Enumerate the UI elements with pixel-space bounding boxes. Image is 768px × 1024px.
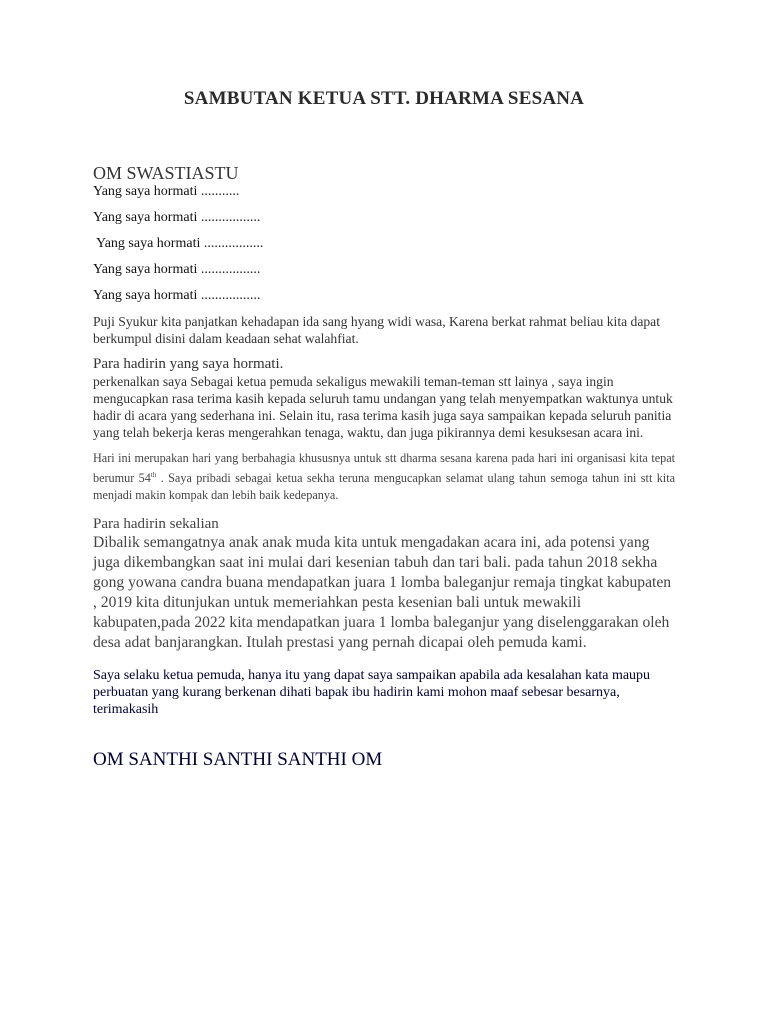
gratitude-paragraph: Puji Syukur kita panjatkan kehadapan ida sang hyang widi wasa, Karena berkat rahmat beliau kita dapat berkumpul disini dalam keadaan sehat walahfiat. xyxy=(93,314,660,346)
closing-greeting: OM SANTHI SANTHI SANTHI OM xyxy=(93,749,383,771)
anniversary-text-start: Hari ini merupakan hari yang berbahagia khususnya untuk stt dharma sesana karena pada hari ini organisasi kita tepat berumur 54 xyxy=(93,451,675,486)
closing-remarks-paragraph: Saya selaku ketua pemuda, hanya itu yang dapat saya sampaikan apabila ada kesalahan kata maupu perbuatan yang kurang berkenan dihati bapak ibu hadirin kami mohon maaf sebesar besarnya, terimakasih xyxy=(93,668,651,718)
introduction-paragraph: perkenalkan saya Sebagai ketua pemuda sekaligus mewakili teman-teman stt lainya , saya ingin mengucapkan rasa terima kasih kepada seluruh tamu undangan yang telah menyempatkan waktunya untuk hadir di acara yang sederhana ini. Selain itu, rasa terima kasih juga saya sampaikan kepada seluruh panitia yang telah bekerja keras mengerahkan tenaga, waktu, dan juga pikirannya demi kesuksesan acara ini. xyxy=(93,374,673,440)
salutation-line-3: Yang saya hormati ................. xyxy=(96,236,264,251)
salutation-line-1: Yang saya hormati ........... xyxy=(93,184,240,199)
opening-greeting: OM SWASTIASTU xyxy=(93,163,239,183)
salutation-line-5: Yang saya hormati ................. xyxy=(93,288,261,303)
achievement-paragraph: Dibalik semangatnya anak anak muda kita untuk mengadakan acara ini, ada potensi yang juga dikembangkan saat ini mulai dari kesenian tabuh dan tari bali. pada tahun 2018 sekha gong yowana candra buana mendapatkan juara 1 lomba baleganjur remaja tingkat kabupaten , 2019 kita ditunjukan untuk memeriahkan pesta kesenian bali untuk mewakili kabupaten,pada 2022 kita mendapatkan juara 1 lomba baleganjur yang diselenggarakan oleh desa adat banjarangkan. Itulah prestasi yang pernah dicapai oleh pemuda kami. xyxy=(93,534,672,652)
ordinal-suffix: th xyxy=(150,471,157,479)
document-body xyxy=(93,88,675,771)
anniversary-text-end: . Saya pribadi sebagai ketua sekha teruna mengucapkan selamat ulang tahun semoga tahun ini stt kita menjadi makin kompak dan lebih baik kedepanya. xyxy=(93,471,675,503)
anniversary-paragraph xyxy=(93,450,675,504)
audience-heading: Para hadirin yang saya hormati. xyxy=(93,356,284,372)
salutation-line-2: Yang saya hormati ................. xyxy=(93,210,261,225)
document-title: SAMBUTAN KETUA STT. DHARMA SESANA xyxy=(183,88,585,109)
salutation-line-4: Yang saya hormati ................. xyxy=(93,262,261,277)
audience-heading-2: Para hadirin sekalian xyxy=(93,516,219,533)
